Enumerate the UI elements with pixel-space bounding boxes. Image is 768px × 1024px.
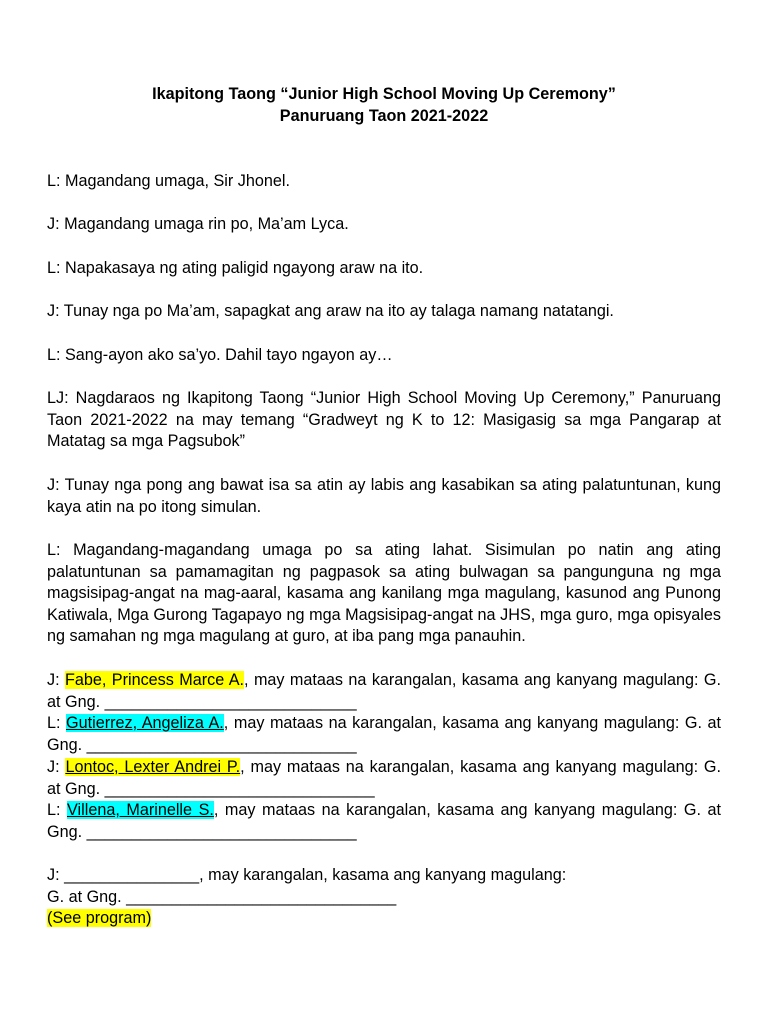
student-name-highlight: Fabe, Princess Marce A. xyxy=(65,671,245,689)
honor-text: , may mataas na karangalan, kasama ang kanyang magulang: G. at Gng. ______________________________ xyxy=(47,714,722,754)
script-line-7: J: Tunay nga pong ang bawat isa sa atin ay labis ang kasabikan sa ating palatuntunan, kung kaya atin na po itong simulan. xyxy=(47,476,721,516)
honor-text: , may mataas na karangalan, kasama ang kanyang magulang: G. at Gng. ____________________________ xyxy=(47,671,721,711)
speaker-label: J: xyxy=(47,671,65,689)
honor-text: , may mataas na karangalan, kasama ang kanyang magulang: G. at Gng. ______________________________ xyxy=(47,801,721,841)
honor-entry xyxy=(47,670,721,713)
see-program-note xyxy=(47,908,721,930)
student-name-highlight: Gutierrez, Angeliza A. xyxy=(66,714,224,732)
closing-line-1: J: _______________, may karangalan, kasama ang kanyang magulang: xyxy=(47,866,567,884)
speaker-label: L: xyxy=(47,801,68,819)
script-line-3: L: Napakasaya ng ating paligid ngayong araw na ito. xyxy=(47,259,424,277)
honor-text: , may mataas na karangalan, kasama ang kanyang magulang: G. at Gng. ______________________________ xyxy=(47,758,721,798)
script-line-6-theme: LJ: Nagdaraos ng Ikapitong Taong “Junior High School Moving Up Ceremony,” Panuruang Taon 2021-2022 na may temang “Gradweyt ng K to 12: Masigasig sa mga Pangarap at Matatag sa mga Pagsubok” xyxy=(47,389,721,451)
honor-entry xyxy=(47,800,721,843)
document-title: Ikapitong Taong “Junior High School Moving Up Ceremony” xyxy=(152,85,616,103)
speaker-label: L: xyxy=(47,714,67,732)
script-line-1: L: Magandang umaga, Sir Jhonel. xyxy=(47,172,290,190)
script-line-5: L: Sang-ayon ako sa’yo. Dahil tayo ngayon ay… xyxy=(47,346,393,364)
closing-line-2: G. at Gng. ______________________________ xyxy=(47,888,397,906)
script-line-8-processional: L: Magandang-magandang umaga po sa ating lahat. Sisimulan po natin ang ating palatuntunan sa pamamagitan ng pagpasok sa ating bulwagan sa pangunguna ng mga magsisipag-angat na mag-aaral, kasama ang kanilang mga magulang, kasunod ang Punong Katiwala, Mga Gurong Tagapayo ng mga Magsisipag-angat na JHS, mga guro, mga opisyales ng samahan ng mga magulang at guro, at iba pang mga panauhin. xyxy=(47,541,721,646)
honor-entry xyxy=(47,757,721,800)
student-name-highlight: Villena, Marinelle S. xyxy=(67,801,214,819)
script-line-2: J: Magandang umaga rin po, Ma’am Lyca. xyxy=(47,215,349,233)
document-subtitle: Panuruang Taon 2021-2022 xyxy=(279,107,489,125)
see-program-highlight: (See program) xyxy=(47,909,152,927)
script-line-4: J: Tunay nga po Ma’am, sapagkat ang araw na ito ay talaga namang natatangi. xyxy=(47,302,614,320)
student-name-highlight: Lontoc, Lexter Andrei P. xyxy=(65,758,241,776)
honor-entry xyxy=(47,713,721,756)
speaker-label: J: xyxy=(47,758,66,776)
